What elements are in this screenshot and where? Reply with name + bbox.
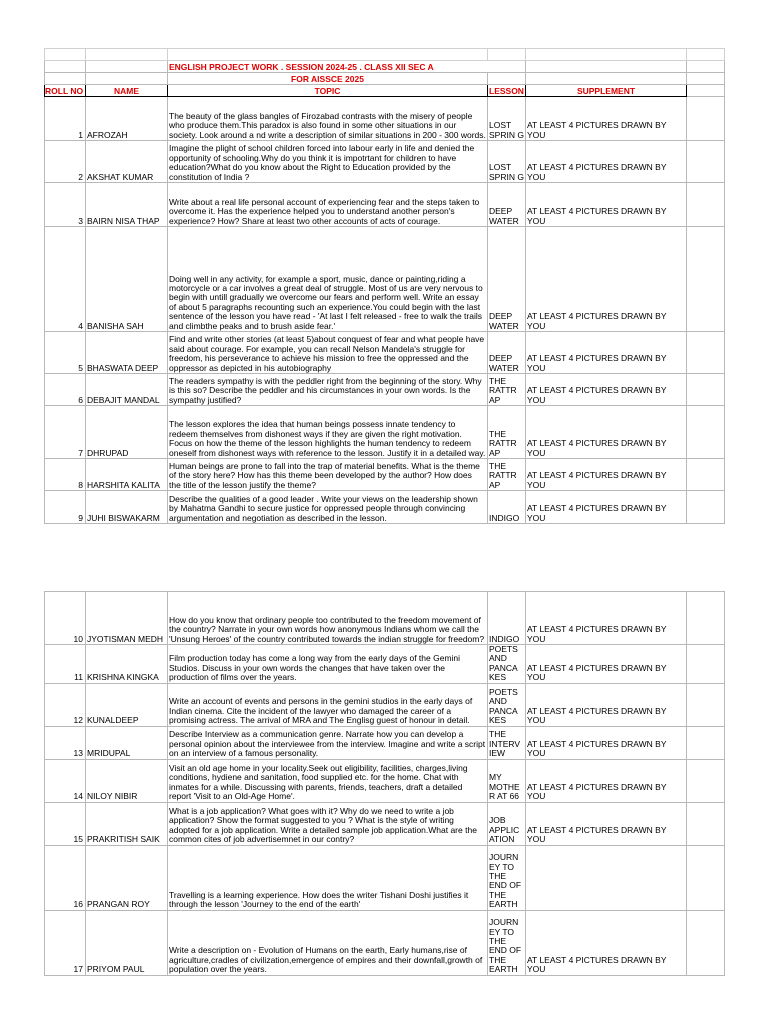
table-row (45, 332, 725, 374)
roll-cell[interactable]: 9 (45, 491, 86, 524)
lesson-cell[interactable]: JOURN EY TO THE END OF THE EARTH (488, 910, 526, 975)
supplement-cell[interactable]: AT LEAST 4 PICTURES DRAWN BY YOU (526, 97, 687, 141)
lesson-cell[interactable]: THE RATTR AP (488, 459, 526, 491)
roll-cell[interactable]: 12 (45, 683, 86, 726)
lesson-cell[interactable]: JOB APPLIC ATION (488, 802, 526, 845)
cell[interactable] (45, 61, 86, 73)
cell[interactable] (687, 141, 725, 183)
supplement-cell[interactable]: AT LEAST 4 PICTURES DRAWN BY YOU (526, 683, 687, 726)
supplement-cell[interactable]: AT LEAST 4 PICTURES DRAWN BY YOU (526, 645, 687, 684)
supplement-cell[interactable]: AT LEAST 4 PICTURES DRAWN BY YOU (526, 910, 687, 975)
topic-cell[interactable]: The readers sympathy is with the peddler right from the beginning of the story. Why is this so? Describe the peddler and his circumstances in your own words. Is the sympathy justified? (168, 374, 488, 406)
lesson-cell[interactable]: THE INTERV IEW (488, 726, 526, 759)
roll-cell[interactable]: 4 (45, 227, 86, 332)
cell[interactable] (526, 73, 687, 85)
project-sheet-upper (44, 48, 725, 524)
table-row (45, 227, 725, 332)
lesson-cell[interactable]: DEEP WATER (488, 227, 526, 332)
roll-cell[interactable]: 7 (45, 406, 86, 459)
topic-cell[interactable]: The lesson explores the idea that human beings possess innate tendency to redeem themselves from dishonest ways if they are given the right motivation. Focus on how the theme of the lesson highlights the human tendency to redeem oneself from dishonest ways with reference to the lesson. Justify it in a detailed way. (168, 406, 488, 459)
lesson-cell[interactable]: LOST SPRIN G (488, 97, 526, 141)
lesson-cell[interactable]: THE RATTR AP (488, 374, 526, 406)
topic-cell[interactable]: Human beings are prone to fall into the trap of material benefits. What is the theme of the story here? How has this theme been developed by the author? How does the title of the lesson justify the theme? (168, 459, 488, 491)
supplement-cell[interactable]: AT LEAST 4 PICTURES DRAWN BY YOU (526, 726, 687, 759)
header-roll[interactable]: ROLL NO (45, 85, 86, 97)
name-cell[interactable]: AFROZAH (86, 97, 168, 141)
topic-cell[interactable]: Imagine the plight of school children forced into labour early in life and denied the opportunity of schooling.Why do you think it is impotrtant for children to have education?What do you know about the Right to Education provided by the constitution of India ? (168, 141, 488, 183)
lesson-cell[interactable]: JOURN EY TO THE END OF THE EARTH (488, 845, 526, 910)
table-row (45, 183, 725, 227)
supplement-cell[interactable]: AT LEAST 4 PICTURES DRAWN BY YOU (526, 592, 687, 645)
cell[interactable] (687, 726, 725, 759)
roll-cell[interactable]: 13 (45, 726, 86, 759)
cell[interactable] (687, 592, 725, 645)
cell[interactable] (687, 802, 725, 845)
roll-cell[interactable]: 3 (45, 183, 86, 227)
name-cell[interactable]: BHASWATA DEEP (86, 332, 168, 374)
cell[interactable] (687, 61, 725, 73)
cell[interactable] (687, 645, 725, 684)
cell[interactable] (45, 49, 86, 61)
cell[interactable] (86, 73, 168, 85)
supplement-cell[interactable]: AT LEAST 4 PICTURES DRAWN BY YOU (526, 227, 687, 332)
supplement-cell[interactable]: AT LEAST 4 PICTURES DRAWN BY YOU (526, 406, 687, 459)
supplement-cell[interactable] (526, 845, 687, 910)
cell[interactable] (86, 61, 168, 73)
name-cell[interactable]: KRISHNA KINGKA (86, 645, 168, 684)
lesson-cell[interactable]: POETS AND PANCA KES (488, 683, 526, 726)
sheet-title-line1[interactable]: ENGLISH PROJECT WORK . SESSION 2024-25 . CLASS XII SEC A (168, 61, 526, 73)
topic-cell[interactable]: What is a job application? What goes with it? Why do we need to write a job application? Show the format suggested to you ? What is the style of writing adopted for a job application. Write a detailed sample job application.What are the common cites of job advertisemnet in our contry? (168, 802, 488, 845)
lesson-cell[interactable]: MY MOTHE R AT 66 (488, 759, 526, 802)
name-cell[interactable]: JYOTISMAN MEDH (86, 592, 168, 645)
topic-cell[interactable]: Describe the qualities of a good leader . Write your views on the leadership shown by Mahatma Gandhi to secure justice for oppressed people through convincing argumentation and negotiation as described in the lesson. (168, 491, 488, 524)
cell[interactable] (687, 683, 725, 726)
supplement-cell[interactable]: AT LEAST 4 PICTURES DRAWN BY YOU (526, 141, 687, 183)
roll-cell[interactable]: 14 (45, 759, 86, 802)
cell[interactable] (687, 73, 725, 85)
roll-cell[interactable]: 10 (45, 592, 86, 645)
project-sheet-lower (44, 591, 725, 976)
topic-cell[interactable]: How do you know that ordinary people too contributed to the freedom movement of the country? Narrate in your own words how anonymous Indians whom we call the 'Unsung Heroes' of the country contributed towards the indian struggle for freedom? (168, 592, 488, 645)
lesson-cell[interactable]: DEEP WATER (488, 183, 526, 227)
table-row (45, 491, 725, 524)
cell[interactable] (687, 845, 725, 910)
lesson-cell[interactable]: POETS AND PANCA KES (488, 645, 526, 684)
supplement-cell[interactable]: AT LEAST 4 PICTURES DRAWN BY YOU (526, 183, 687, 227)
topic-cell[interactable]: The beauty of the glass bangles of Firozabad contrasts with the misery of people who produce them.This paradox is also found in some other situations in our society. Look around a nd write a description of similar situations in 200 - 300 words. (168, 97, 488, 141)
name-cell[interactable]: AKSHAT KUMAR (86, 141, 168, 183)
sheet-title-line2[interactable]: FOR AISSCE 2025 (168, 73, 488, 85)
name-cell[interactable]: PRAKRITISH SAIK (86, 802, 168, 845)
topic-cell[interactable]: Write an account of events and persons in the gemini studios in the early days of Indian cinema. Cite the incident of the lawyer who damaged the career of a promising actress. The arrival of MRA and The Englisg guest of honour in detail. (168, 683, 488, 726)
table-row (45, 845, 725, 910)
cell[interactable] (687, 49, 725, 61)
table-row (45, 406, 725, 459)
cell[interactable] (526, 61, 687, 73)
name-cell[interactable]: BAIRN NISA THAP (86, 183, 168, 227)
lesson-cell[interactable]: DEEP WATER (488, 332, 526, 374)
cell[interactable] (687, 332, 725, 374)
name-cell[interactable]: NILOY NIBIR (86, 759, 168, 802)
supplement-cell[interactable]: AT LEAST 4 PICTURES DRAWN BY YOU (526, 459, 687, 491)
table-row (45, 759, 725, 802)
cell[interactable] (526, 49, 687, 61)
cell[interactable] (687, 183, 725, 227)
roll-cell[interactable]: 2 (45, 141, 86, 183)
name-cell[interactable]: MRIDUPAL (86, 726, 168, 759)
topic-cell[interactable]: Doing well in any activity, for example a sport, music, dance or painting,riding a motorcycle or a car involves a great deal of struggle. Most of us are very nervous to begin with untill gradually we overcome our fears and perform well. Write an essay of about 5 paragraphs recounting such an experience.You could begin with the last sentence of the lesson you have read - 'At last I felt released - free to walk the trails and climbthe peaks and to brush aside fear.' (168, 227, 488, 332)
table-row (45, 726, 725, 759)
cell[interactable] (687, 759, 725, 802)
roll-cell[interactable]: 16 (45, 845, 86, 910)
lesson-cell[interactable]: INDIGO (488, 592, 526, 645)
cell[interactable] (488, 49, 526, 61)
name-cell[interactable]: KUNALDEEP (86, 683, 168, 726)
roll-cell[interactable]: 11 (45, 645, 86, 684)
name-cell[interactable]: PRANGAN ROY (86, 845, 168, 910)
roll-cell[interactable]: 1 (45, 97, 86, 141)
cell[interactable] (687, 374, 725, 406)
roll-cell[interactable]: 8 (45, 459, 86, 491)
roll-cell[interactable]: 5 (45, 332, 86, 374)
topic-cell[interactable]: Travelling is a learning experience. How does the writer Tishani Doshi justifies it through the lesson 'Journey to the end of the earth' (168, 845, 488, 910)
table-row (45, 141, 725, 183)
table-row (45, 459, 725, 491)
roll-cell[interactable]: 15 (45, 802, 86, 845)
cell[interactable] (687, 910, 725, 975)
supplement-cell[interactable]: AT LEAST 4 PICTURES DRAWN BY YOU (526, 332, 687, 374)
table-row (45, 802, 725, 845)
cell[interactable] (687, 227, 725, 332)
header-topic[interactable]: TOPIC (168, 85, 488, 97)
cell[interactable] (168, 49, 488, 61)
topic-cell[interactable]: Write a description on - Evolution of Humans on the earth, Early humans,rise of agriculture,cradles of civilization,emergence of empires and their downfall,growth of population over the years. (168, 910, 488, 975)
supplement-cell[interactable]: AT LEAST 4 PICTURES DRAWN BY YOU (526, 802, 687, 845)
cell[interactable] (687, 406, 725, 459)
roll-cell[interactable]: 6 (45, 374, 86, 406)
table-row (45, 374, 725, 406)
table-row (45, 97, 725, 141)
topic-cell[interactable]: Film production today has come a long way from the early days of the Gemini Studios. Discuss in your own words the changes that have taken over the production of films over the years. (168, 645, 488, 684)
cell[interactable] (86, 49, 168, 61)
cell[interactable] (687, 491, 725, 524)
lesson-cell[interactable]: THE RATTR AP (488, 406, 526, 459)
topic-cell[interactable]: Describe Interview as a communication genre. Narrate how you can develop a personal opinion about the interviewee from the interview. Imagine and write a script on an interview of a famous personality. (168, 726, 488, 759)
header-name[interactable]: NAME (86, 85, 168, 97)
header-supplement[interactable]: SUPPLEMENT (526, 85, 687, 97)
roll-cell[interactable]: 17 (45, 910, 86, 975)
cell[interactable] (687, 85, 725, 97)
table-row (45, 592, 725, 645)
lesson-cell[interactable]: INDIGO (488, 491, 526, 524)
name-cell[interactable]: HARSHITA KALITA (86, 459, 168, 491)
table-row (45, 910, 725, 975)
supplement-cell[interactable]: AT LEAST 4 PICTURES DRAWN BY YOU (526, 759, 687, 802)
supplement-cell[interactable]: AT LEAST 4 PICTURES DRAWN BY YOU (526, 374, 687, 406)
name-cell[interactable]: JUHI BISWAKARM (86, 491, 168, 524)
cell[interactable] (687, 459, 725, 491)
topic-cell[interactable]: Find and write other stories (at least 5)about conquest of fear and what people have said about courage. For example, you can recall Nelson Mandela's struggle for freedom, his perseverance to achieve his mission to free the oppressed and the oppressor as depicted in his autobiography (168, 332, 488, 374)
header-lesson[interactable]: LESSON (489, 85, 524, 96)
topic-cell[interactable]: Visit an old age home in your locality.Seek out eligibility, facilities, charges,living conditions, hydiene and sanitation, food supplied etc. for the home. Chat with inmates for a while. Discussing with parents, friends, teachers, draft a detailed report 'Visit to an Old-Age Home'. (168, 759, 488, 802)
cell[interactable] (45, 73, 86, 85)
name-cell[interactable]: BANISHA SAH (86, 227, 168, 332)
cell[interactable] (488, 73, 526, 85)
topic-cell[interactable]: Write about a real life personal account of experiencing fear and the steps taken to overcome it. Has the experience helped you to understand another person's experience? How? Share at least two other accounts of acts of courage. (168, 183, 488, 227)
table-row (45, 645, 725, 684)
name-cell[interactable]: PRIYOM PAUL (86, 910, 168, 975)
supplement-cell[interactable]: AT LEAST 4 PICTURES DRAWN BY YOU (526, 491, 687, 524)
table-row (45, 683, 725, 726)
name-cell[interactable]: DEBAJIT MANDAL (86, 374, 168, 406)
cell[interactable] (687, 97, 725, 141)
name-cell[interactable]: DHRUPAD (86, 406, 168, 459)
lesson-cell[interactable]: LOST SPRIN G (488, 141, 526, 183)
